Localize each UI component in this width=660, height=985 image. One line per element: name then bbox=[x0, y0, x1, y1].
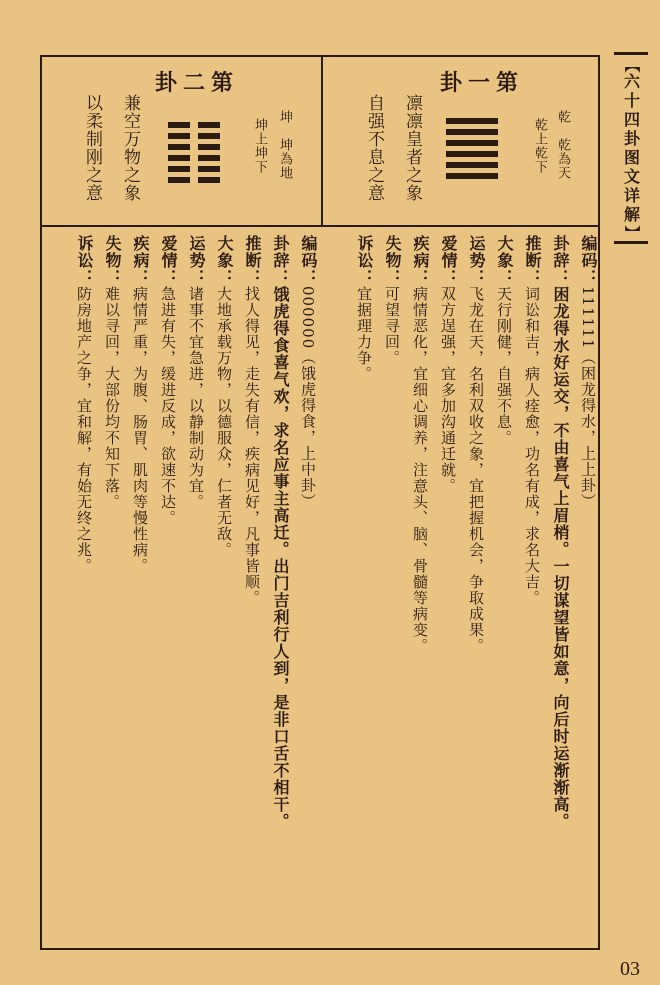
entry-text: 宜据理力争。 bbox=[355, 286, 373, 382]
hex2-title-wrap bbox=[155, 66, 239, 97]
entry-text: 防房地产之争，宜和解，有始无终之兆。 bbox=[75, 286, 93, 574]
entry-text: 病情恶化，宜细心调养，注意头、脑、骨髓等病变。 bbox=[411, 286, 429, 654]
entry-label: 编码： bbox=[579, 235, 598, 286]
entry-label: 爱情： bbox=[159, 235, 178, 286]
hex1-motto-2: 自强不息之意 bbox=[364, 94, 384, 202]
entry-label: 推断： bbox=[243, 235, 262, 286]
entry-label: 失物： bbox=[103, 235, 122, 286]
entry-text: 词讼和吉，病人痊愈，功名有成，求名大吉。 bbox=[523, 286, 541, 606]
title-rule bbox=[614, 241, 648, 244]
entry-text: 病情严重，为腹、肠胃、肌肉等慢性病。 bbox=[131, 286, 149, 574]
entry-column bbox=[298, 235, 318, 509]
hex1-symbol bbox=[446, 118, 498, 179]
entry-label: 疾病： bbox=[411, 235, 430, 286]
hex1-title-wrap bbox=[440, 66, 524, 97]
entry-label: 失物： bbox=[383, 235, 402, 286]
entry-label: 诉讼： bbox=[75, 235, 94, 286]
entry-column bbox=[578, 235, 598, 509]
entry-column bbox=[354, 235, 374, 382]
hex2-composition: 坤上坤下 bbox=[252, 118, 267, 174]
entry-label: 疾病： bbox=[131, 235, 150, 286]
yin-line bbox=[168, 166, 220, 172]
hex2-motto-1: 兼空万物之象 bbox=[120, 94, 140, 202]
entry-label: 卦辞： bbox=[271, 235, 290, 286]
title-rule bbox=[614, 52, 648, 55]
yang-line bbox=[446, 118, 498, 124]
entry-emphasis: 饿虎得食喜气欢，求名应事主高迁。出门吉利行人到，是非口舌不相干。 bbox=[271, 286, 290, 830]
entry-label: 大象： bbox=[215, 235, 234, 286]
entry-text: 双方逞强，宜多加沟通迁就。 bbox=[439, 286, 457, 494]
entry-column bbox=[158, 235, 178, 526]
entry-text: 飞龙在天，名利双收之象，宜把握机会，争取成果。 bbox=[467, 286, 485, 654]
entry-label: 诉讼： bbox=[355, 235, 374, 286]
yin-line bbox=[168, 122, 220, 128]
book-title: 六十四卦图文详解 bbox=[621, 73, 641, 225]
entry-label: 运势： bbox=[187, 235, 206, 286]
yin-line bbox=[168, 155, 220, 161]
entry-column bbox=[186, 235, 206, 510]
entry-label: 爱情： bbox=[439, 235, 458, 286]
entry-text: 诸事不宜急进，以静制动为宜。 bbox=[187, 286, 205, 510]
entry-text: 天行刚健，自强不息。 bbox=[495, 286, 513, 446]
yin-line bbox=[168, 133, 220, 139]
yin-line bbox=[168, 177, 220, 183]
yang-line bbox=[446, 162, 498, 168]
yang-line bbox=[446, 151, 498, 157]
yang-line bbox=[446, 173, 498, 179]
entry-text: 大地承载万物，以德服众，仁者无敌。 bbox=[215, 286, 233, 558]
entry-column bbox=[102, 235, 122, 510]
entry-column bbox=[466, 235, 486, 654]
hex2-name: 坤 坤為地 bbox=[277, 110, 292, 180]
hex1-name: 乾 乾為天 bbox=[555, 110, 570, 180]
book-title-sidebar bbox=[610, 52, 652, 268]
page-number: 03 bbox=[620, 958, 640, 980]
entry-column bbox=[214, 235, 234, 558]
hexagram-divider bbox=[321, 55, 323, 227]
entry-label: 运势： bbox=[467, 235, 486, 286]
entry-label: 大象： bbox=[495, 235, 514, 286]
header-divider bbox=[40, 225, 600, 227]
yang-line bbox=[446, 140, 498, 146]
entry-label: 卦辞： bbox=[551, 235, 570, 286]
entry-text: 难以寻回，大部份均不知下落。 bbox=[103, 286, 121, 510]
entry-text: 111111（困龙得水，上上卦） bbox=[579, 286, 597, 510]
yin-line bbox=[168, 144, 220, 150]
title-bracket-close: 】 bbox=[622, 225, 641, 241]
entry-text: 找人得见，走失有信，疾病见好，凡事皆顺。 bbox=[243, 286, 261, 606]
yang-line bbox=[446, 129, 498, 135]
hex2-symbol bbox=[168, 122, 220, 183]
entry-label: 推断： bbox=[523, 235, 542, 286]
entry-column bbox=[522, 235, 542, 606]
entry-text: 急进有失，缓进反成，欲速不达。 bbox=[159, 286, 177, 526]
entry-column bbox=[438, 235, 458, 494]
entry-column bbox=[550, 235, 570, 830]
entry-column bbox=[74, 235, 94, 574]
entry-column bbox=[270, 235, 290, 830]
hex1-motto-1: 凛凛皇者之象 bbox=[402, 94, 422, 202]
entry-column bbox=[382, 235, 402, 366]
hex1-title: 第一卦 bbox=[440, 70, 525, 96]
hex1-composition: 乾上乾下 bbox=[532, 118, 547, 174]
entry-emphasis: 困龙得水好运交，不由喜气上眉梢。一切谋望皆如意，向后时运渐渐高。 bbox=[551, 286, 570, 830]
entry-column bbox=[242, 235, 262, 606]
entry-column bbox=[130, 235, 150, 574]
hex2-motto-2: 以柔制刚之意 bbox=[82, 94, 102, 202]
entry-text: 可望寻回。 bbox=[383, 286, 401, 366]
hex2-title: 第二卦 bbox=[155, 70, 240, 96]
title-bracket-open: 【 bbox=[622, 57, 641, 73]
entry-label: 编码： bbox=[299, 235, 318, 286]
entry-column bbox=[494, 235, 514, 446]
entry-text: 000000（饿虎得食，上中卦） bbox=[299, 286, 317, 510]
entry-column bbox=[410, 235, 430, 654]
